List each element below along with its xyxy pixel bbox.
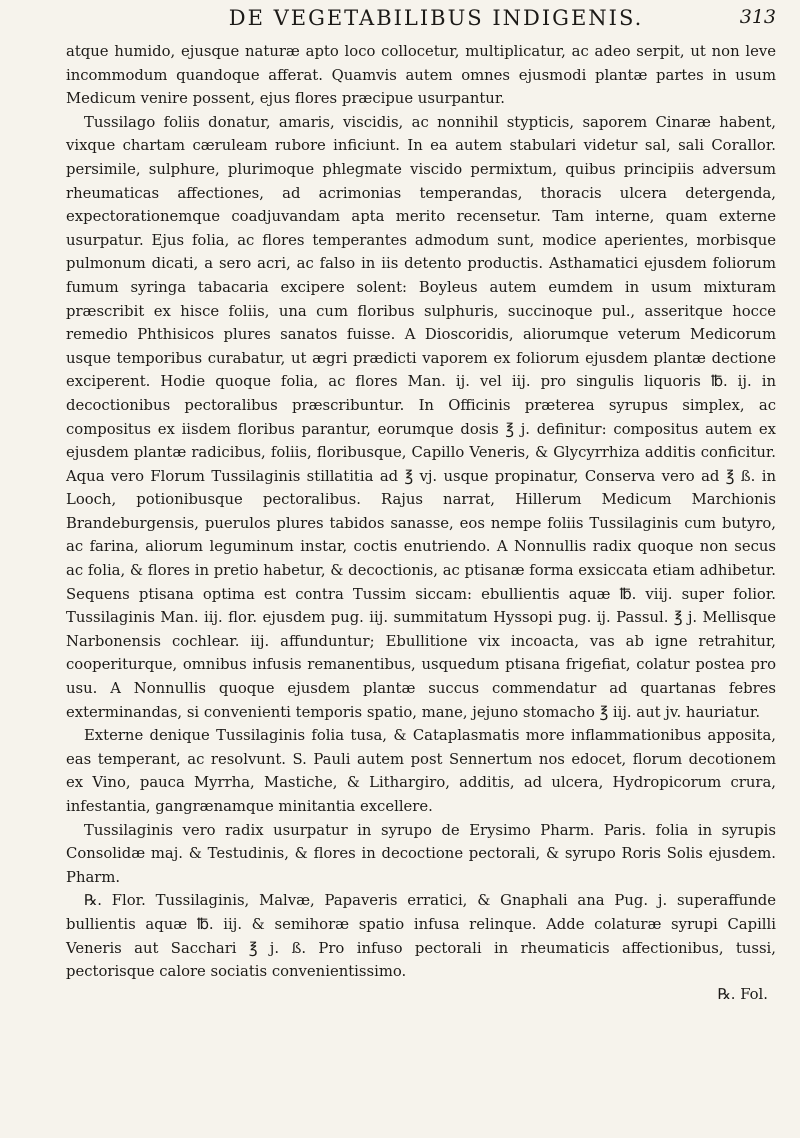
recipe-paragraph: ℞. Flor. Tussilaginis, Malvæ, Papaveris erratici, & Gnaphali ana Pug. j. superaffunde bullientis aquæ ℔. iij. & semihoræ spatio infusa relinque. Adde colaturæ syrupi Capilli Veneris aut Sacchari ℥ j. ß. Pro infuso pectorali in rheumaticis affectionibus, tussi, pectorisque calore sociatis convenientissimo. <box>66 892 776 981</box>
paragraph: atque humido, ejusque naturæ apto loco collocetur, multiplicatur, ac adeo serpit, ut non leve incommodum quandoque afferat. Quamvis autem omnes ejusmodi plantæ partes in usum Medicum venire possent, ejus flores præcipue usurpantur. <box>66 43 776 108</box>
page-header <box>66 6 776 40</box>
page-number: 313 <box>739 6 776 28</box>
running-title: DE VEGETABILIBUS INDIGENIS. <box>228 6 644 30</box>
catchword: ℞. Fol. <box>717 985 768 1003</box>
page-body <box>66 40 776 984</box>
paragraph: Tussilago foliis donatur, amaris, viscidis, ac nonnihil stypticis, saporem Cinaræ habent, vixque chartam cæruleam rubore inficiunt. In ea autem stabulari videtur sal, sali Corallor. persimile, sulphure, plurimoque phlegmate viscido permixtum, quibus principiis adversum rheumaticas affectiones, ad acrimonias temperandas, thoracis ulcera detergenda, expectorationemque coadjuvandam apta merito recensetur. Tam interne, quam externe usurpatur. Ejus folia, ac flores temperantes admodum sunt, modice aperientes, morbisque pulmonum dicati, a sero acri, ac falso in iis detento productis. Asthamatici ejusdem foliorum fumum syringa tabacaria excipere solent: Boyleus autem eumdem in usum mixturam præscribit ex hisce foliis, una cum floribus sulphuris, succinoque pul., asseritque hocce remedio Phthisicos plures sanatos fuisse. A Dioscoridis, aliorumque veterum Medicorum usque temporibus curabatur, ut ægri prædicti vaporem ex foliorum ejusdem plantæ dectione exciperent. Hodie quoque folia, ac flores Man. ij. vel iij. pro singulis liquoris ℔. ij. in decoctionibus pectoralibus præscribuntur. In Officinis præterea syrupus simplex, ac compositus ex iisdem floribus parantur, eorumque dosis ℥ j. definitur: compositus autem ex ejusdem plantæ radicibus, foliis, floribusque, Capillo Veneris, & Glycyrrhiza additis conficitur. Aqua vero Florum Tussilaginis stillatitia ad ℥ vj. usque propinatur, Conserva vero ad ℥ ß. in Looch, potionibusque pectoralibus. Rajus narrat, Hillerum Medicum Marchionis Brandeburgensis, puerulos plures tabidos sanasse, eos nempe foliis Tussilaginis cum butyro, ac farina, aliorum leguminum instar, coctis enutriendo. A Nonnullis radix quoque non secus ac folia, & flores in pretio habetur, & decoctionis, ac ptisanæ forma exsiccata etiam adhibetur. Sequens ptisana optima est contra Tussim siccam: ebullientis aquæ ℔. viij. super folior. Tussilaginis Man. iij. flor. ejusdem pug. iij. summitatum Hyssopi pug. ij. Passul. ℥ j. Mellisque Narbonensis cochlear. iij. affunduntur; Ebullitione vix incoacta, vas ab igne retrahitur, cooperiturque, omnibus infusis remanentibus, usquedum ptisana frigefiat, colatur postea pro usu. A Nonnullis quoque ejusdem plantæ succus commendatur ad quartanas febres exterminandas, si convenienti temporis spatio, mane, jejuno stomacho ℥ iij. aut jv. hauriatur. <box>66 113 776 721</box>
paragraph: Tussilaginis vero radix usurpatur in syrupo de Erysimo Pharm. Paris. folia in syrupis Consolidæ maj. & Testudinis, & flores in decoctione pectorali, & syrupo Roris Solis ejusdem. Pharm. <box>66 821 776 886</box>
paragraph: Externe denique Tussilaginis folia tusa, & Cataplasmatis more inflammationibus apposita, eas temperant, ac resolvunt. S. Pauli autem post Sennertum nos edocet, florum decotionem ex Vino, pauca Myrrha, Mastiche, & Lithargiro, additis, ad ulcera, Hydropicorum crura, infestantia, gangrænamque minitantia excellere. <box>66 727 776 815</box>
